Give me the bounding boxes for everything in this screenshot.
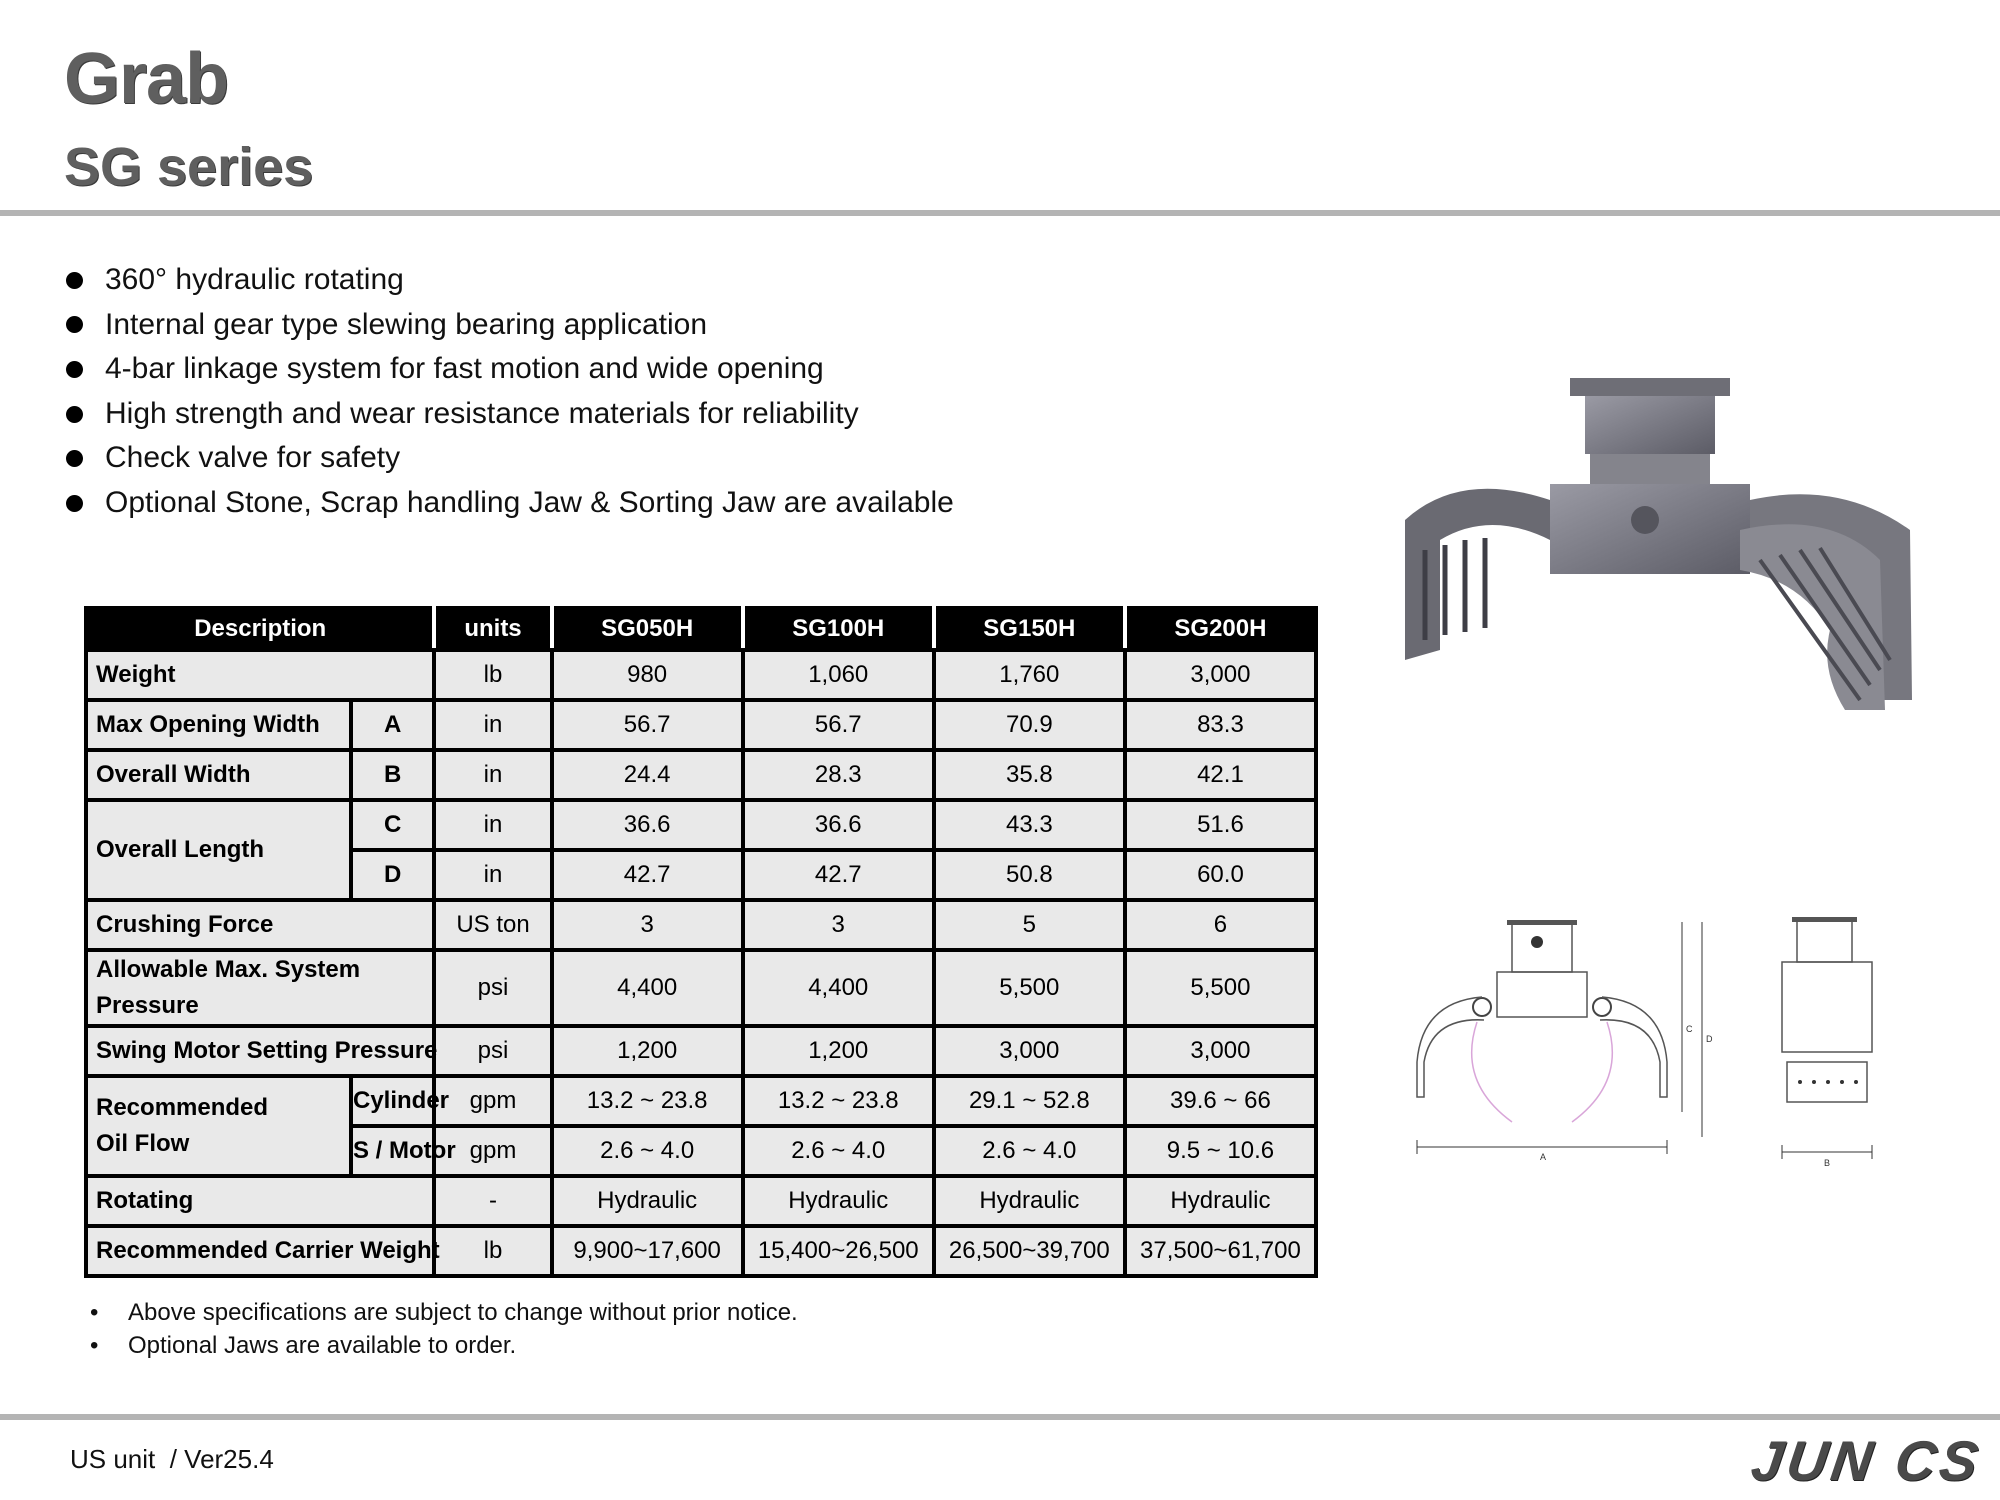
table-header-row: [86, 608, 1316, 650]
row-code: D: [351, 850, 434, 900]
cell-value: 42.1: [1125, 750, 1316, 800]
row-unit: -: [434, 1176, 551, 1226]
cell-value: 5,500: [1125, 950, 1316, 1026]
row-label: Recommended Oil Flow: [86, 1076, 351, 1176]
bullet-dot-icon: [66, 272, 83, 289]
cell-value: 43.3: [934, 800, 1125, 850]
cell-value: 5: [934, 900, 1125, 950]
cell-value: 37,500~61,700: [1125, 1226, 1316, 1276]
row-code: B: [351, 750, 434, 800]
cell-value: 29.1 ~ 52.8: [934, 1076, 1125, 1126]
cell-value: 28.3: [743, 750, 934, 800]
cell-value: 4,400: [552, 950, 743, 1026]
cell-value: 1,200: [743, 1026, 934, 1076]
header-model: SG200H: [1125, 608, 1316, 650]
cell-value: 36.6: [552, 800, 743, 850]
row-label: Weight: [86, 650, 434, 700]
row-unit: lb: [434, 650, 551, 700]
cell-value: 6: [1125, 900, 1316, 950]
bullet-dot-icon: [66, 450, 83, 467]
table-row: [86, 1026, 1316, 1076]
feature-item: Check valve for safety: [66, 436, 954, 481]
cell-value: 42.7: [552, 850, 743, 900]
row-sublabel: S / Motor: [351, 1126, 434, 1176]
spec-table: [84, 606, 1318, 1278]
cell-value: 13.2 ~ 23.8: [743, 1076, 934, 1126]
row-unit: gpm: [434, 1126, 551, 1176]
cell-value: Hydraulic: [1125, 1176, 1316, 1226]
header-model: SG050H: [552, 608, 743, 650]
table-row: [86, 750, 1316, 800]
note-item: • Optional Jaws are available to order.: [90, 1329, 798, 1362]
feature-item: 360° hydraulic rotating: [66, 258, 954, 303]
row-label: Rotating: [86, 1176, 434, 1226]
bullet-dot-icon: [66, 406, 83, 423]
page-subtitle: SG series: [64, 137, 314, 197]
table-row: [86, 1076, 1316, 1126]
cell-value: 60.0: [1125, 850, 1316, 900]
cell-value: 5,500: [934, 950, 1125, 1026]
note-bullet: •: [90, 1332, 99, 1359]
feature-item: High strength and wear resistance materials for reliability: [66, 392, 954, 437]
cell-value: 35.8: [934, 750, 1125, 800]
cell-value: 56.7: [552, 700, 743, 750]
row-code: C: [351, 800, 434, 850]
row-unit: in: [434, 850, 551, 900]
cell-value: 3,000: [1125, 1026, 1316, 1076]
table-row: [86, 700, 1316, 750]
row-label: Recommended Carrier Weight: [86, 1226, 434, 1276]
dimension-drawing: [1412, 912, 1922, 1182]
header-units: units: [434, 608, 551, 650]
cell-value: 50.8: [934, 850, 1125, 900]
cell-value: 56.7: [743, 700, 934, 750]
header-description: Description: [86, 608, 434, 650]
table-row: [86, 650, 1316, 700]
notes-list: [90, 1296, 798, 1362]
row-unit: in: [434, 750, 551, 800]
cell-value: 3: [743, 900, 934, 950]
table-row: [86, 1176, 1316, 1226]
cell-value: 1,760: [934, 650, 1125, 700]
cell-value: 3,000: [934, 1026, 1125, 1076]
cell-value: 2.6 ~ 4.0: [552, 1126, 743, 1176]
header-model: SG150H: [934, 608, 1125, 650]
cell-value: 42.7: [743, 850, 934, 900]
cell-value: 83.3: [1125, 700, 1316, 750]
row-unit: psi: [434, 1026, 551, 1076]
cell-value: 1,060: [743, 650, 934, 700]
cell-value: Hydraulic: [743, 1176, 934, 1226]
cell-value: 39.6 ~ 66: [1125, 1076, 1316, 1126]
table-row: [86, 800, 1316, 850]
row-sublabel: Cylinder: [351, 1076, 434, 1126]
cell-value: 51.6: [1125, 800, 1316, 850]
cell-value: 2.6 ~ 4.0: [743, 1126, 934, 1176]
row-label: Overall Width: [86, 750, 351, 800]
row-label: Allowable Max. System Pressure: [86, 950, 434, 1026]
cell-value: 2.6 ~ 4.0: [934, 1126, 1125, 1176]
row-unit: in: [434, 700, 551, 750]
version-label: US unit / Ver25.4: [70, 1444, 274, 1474]
row-unit: gpm: [434, 1076, 551, 1126]
bullet-dot-icon: [66, 361, 83, 378]
row-code: A: [351, 700, 434, 750]
cell-value: 13.2 ~ 23.8: [552, 1076, 743, 1126]
cell-value: 15,400~26,500: [743, 1226, 934, 1276]
note-item: • Above specifications are subject to change without prior notice.: [90, 1296, 798, 1329]
brand-logo: JUN CS: [1747, 1429, 1986, 1492]
top-divider: [0, 210, 2000, 216]
cell-value: 4,400: [743, 950, 934, 1026]
header-model: SG100H: [743, 608, 934, 650]
cell-value: Hydraulic: [552, 1176, 743, 1226]
cell-value: 36.6: [743, 800, 934, 850]
cell-value: 70.9: [934, 700, 1125, 750]
cell-value: 3: [552, 900, 743, 950]
table-row: [86, 950, 1316, 1026]
cell-value: 9.5 ~ 10.6: [1125, 1126, 1316, 1176]
page-title: Grab: [64, 39, 229, 119]
row-label: Crushing Force: [86, 900, 434, 950]
row-unit: in: [434, 800, 551, 850]
note-bullet: •: [90, 1299, 99, 1326]
dimension-label-d: D: [1706, 1034, 1713, 1044]
dimension-label-b: B: [1824, 1158, 1831, 1168]
dimension-label-c: C: [1686, 1024, 1693, 1034]
row-label: Overall Length: [86, 800, 351, 900]
row-label: Swing Motor Setting Pressure: [86, 1026, 434, 1076]
cell-value: 26,500~39,700: [934, 1226, 1125, 1276]
bottom-divider: [0, 1414, 2000, 1420]
feature-item: Internal gear type slewing bearing application: [66, 303, 954, 348]
cell-value: 1,200: [552, 1026, 743, 1076]
feature-list: [66, 258, 954, 526]
bullet-dot-icon: [66, 316, 83, 333]
feature-item: Optional Stone, Scrap handling Jaw & Sorting Jaw are available: [66, 481, 954, 526]
cell-value: Hydraulic: [934, 1176, 1125, 1226]
bullet-dot-icon: [66, 495, 83, 512]
dimension-label-a: A: [1540, 1152, 1547, 1162]
cell-value: 3,000: [1125, 650, 1316, 700]
table-row: [86, 900, 1316, 950]
cell-value: 980: [552, 650, 743, 700]
row-unit: US ton: [434, 900, 551, 950]
cell-value: 9,900~17,600: [552, 1226, 743, 1276]
feature-item: 4-bar linkage system for fast motion and wide opening: [66, 347, 954, 392]
grab-product-photo: [1400, 370, 1930, 760]
cell-value: 24.4: [552, 750, 743, 800]
table-row: [86, 1226, 1316, 1276]
row-unit: psi: [434, 950, 551, 1026]
row-label: Max Opening Width: [86, 700, 351, 750]
row-unit: lb: [434, 1226, 551, 1276]
